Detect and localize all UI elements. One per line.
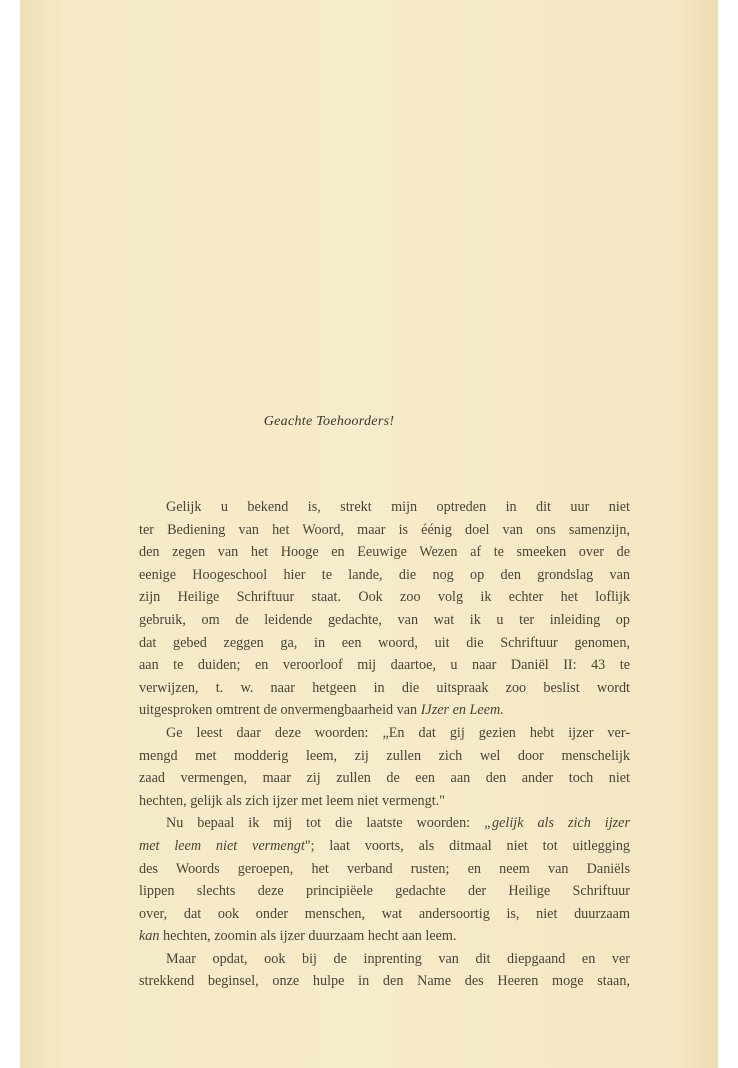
- text-line: zijn Heilige Schriftuur staat. Ook zoo volg ik echter het loflijk: [139, 589, 630, 606]
- italic-phrase: „gelijk als zich ijzer: [484, 815, 630, 832]
- text-line: Ge leest daar deze woorden: „En dat gij gezien hebt ijzer ver-: [166, 724, 630, 741]
- italic-phrase: kan: [139, 928, 160, 945]
- text-line: [139, 925, 630, 948]
- text-line: zaad vermengen, maar zij zullen de een aan den ander toch niet: [139, 770, 630, 787]
- text-line: aan te duiden; en veroorloof mij daartoe, u naar Daniël II: 43 te: [139, 657, 630, 674]
- text-line: dat gebed zeggen ga, in een woord, uit die Schriftuur genomen,: [139, 634, 630, 651]
- text-line: eenige Hoogeschool hier te lande, die nog op den grondslag van: [139, 566, 630, 583]
- text-line: over, dat ook onder menschen, wat andersoortig is, niet duurzaam: [139, 905, 630, 922]
- italic-phrase: IJzer en Leem.: [420, 702, 504, 719]
- text-run: "; laat voorts, als ditmaal niet tot uitlegging: [304, 837, 631, 854]
- text-line: gebruik, om de leidende gedachte, van wat ik u ter inleiding op: [139, 611, 630, 628]
- text-line: lippen slechts deze principiëele gedachte der Heilige Schriftuur: [139, 883, 630, 900]
- text-line: des Woords geroepen, het verband rusten; en neem van Daniëls: [139, 860, 630, 877]
- italic-phrase: met leem niet vermengt: [139, 837, 305, 854]
- text-line: strekkend beginsel, onze hulpe in den Name des Heeren moge staan,: [139, 973, 630, 990]
- text-line: Gelijk u bekend is, strekt mijn optreden in dit uur niet: [166, 499, 630, 515]
- body-text: [139, 496, 630, 993]
- text-line: hechten, gelijk als zich ijzer met leem niet vermengt.": [139, 792, 445, 809]
- text-line: [139, 835, 630, 858]
- text-run: uitgesproken omtrent de onvermengbaarheid van: [139, 702, 421, 719]
- text-line: [139, 812, 630, 835]
- text-run: Nu bepaal ik mij tot die laatste woorden:: [166, 815, 485, 832]
- text-line: verwijzen, t. w. naar hetgeen in die uitspraak zoo beslist wordt: [139, 679, 630, 696]
- text-line: ter Bediening van het Woord, maar is éénig doel van ons samenzijn,: [139, 521, 630, 538]
- text-line: [139, 699, 630, 722]
- salutation: Geachte Toehoorders!: [263, 414, 395, 429]
- text-line: den zegen van het Hooge en Eeuwige Wezen af te smeeken over de: [139, 544, 630, 561]
- text-line: mengd met modderig leem, zij zullen zich wel door menschelijk: [139, 747, 630, 764]
- text-run: hechten, zoomin als ijzer duurzaam hecht aan leem.: [159, 928, 457, 945]
- text-line: Maar opdat, ook bij de inprenting van dit diepgaand en ver: [166, 950, 630, 967]
- book-page: [20, 0, 718, 1068]
